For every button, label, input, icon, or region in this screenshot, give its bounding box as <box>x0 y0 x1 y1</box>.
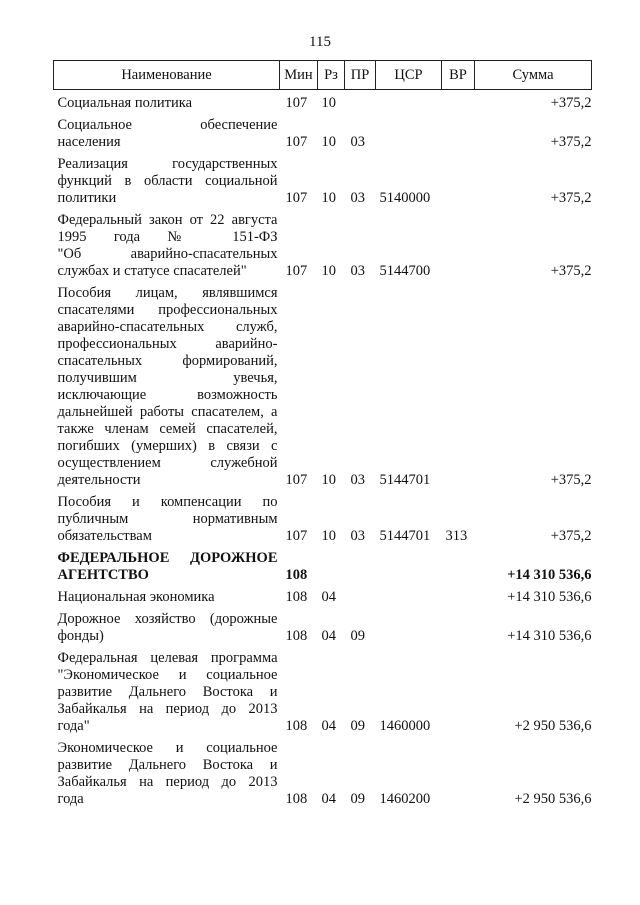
row-name <box>54 584 280 606</box>
row-rz: 04 <box>321 791 336 807</box>
row-csr: 5144701 <box>379 472 431 488</box>
row-name-line: исключающие возможность <box>57 387 278 403</box>
row-name <box>54 151 280 207</box>
row-rz: 10 <box>321 95 336 111</box>
row-name-line: года" <box>57 718 90 734</box>
row-name-line: 1995 года № 151-ФЗ <box>57 229 278 245</box>
header-vr: ВР <box>442 61 475 90</box>
table-row <box>54 151 592 207</box>
row-rz: 10 <box>321 528 336 544</box>
row-rz: 04 <box>321 628 336 644</box>
row-csr: 5144701 <box>379 528 431 544</box>
row-min: 107 <box>285 190 308 206</box>
row-name-line: деятельности <box>57 472 141 488</box>
row-csr: 5140000 <box>379 190 431 206</box>
row-sum: +2 950 536,6 <box>514 718 592 734</box>
row-sum: +375,2 <box>550 190 592 206</box>
row-name-line: Пособия лицам, являвшимся <box>57 285 278 301</box>
table-body <box>54 90 592 809</box>
row-sum: +375,2 <box>550 95 592 111</box>
header-name: Наименование <box>54 61 280 90</box>
row-pr <box>345 584 376 606</box>
row-pr: 03 <box>350 472 365 488</box>
row-rz: 10 <box>321 190 336 206</box>
row-vr <box>442 606 475 645</box>
budget-table <box>53 60 592 808</box>
row-min: 108 <box>285 567 308 583</box>
header-rz: Рз <box>318 61 345 90</box>
row-name-line: обязательствам <box>57 528 152 544</box>
row-name-line: Экономическое и социальное <box>57 740 278 756</box>
row-vr <box>442 584 475 606</box>
row-csr: 1460200 <box>379 791 431 807</box>
row-pr: 09 <box>350 791 365 807</box>
row-name-line: Национальная экономика <box>57 589 215 605</box>
row-csr: 1460000 <box>379 718 431 734</box>
row-name-line: населения <box>57 134 121 150</box>
row-name <box>54 90 280 113</box>
row-csr <box>376 90 442 113</box>
row-vr <box>442 280 475 489</box>
row-min: 108 <box>285 589 308 605</box>
row-name-line: службах и статусе спасателей" <box>57 263 247 279</box>
header-pr: ПР <box>345 61 376 90</box>
row-rz: 10 <box>321 472 336 488</box>
row-vr <box>442 151 475 207</box>
table-row <box>54 112 592 151</box>
row-name-line: Забайкалья на период до 2013 <box>57 774 278 790</box>
row-vr <box>442 735 475 808</box>
row-pr <box>345 545 376 584</box>
row-name-line: года <box>57 791 84 807</box>
row-name <box>54 545 280 584</box>
row-sum: +2 950 536,6 <box>514 791 592 807</box>
row-csr <box>376 606 442 645</box>
row-min: 107 <box>285 263 308 279</box>
row-name-line: "Экономическое и социальное <box>57 667 278 683</box>
row-name <box>54 207 280 280</box>
row-name-line: профессиональных аварийно- <box>57 336 278 352</box>
row-name-line: "Об аварийно-спасательных <box>57 246 278 262</box>
budget-table-container <box>53 60 591 808</box>
row-vr <box>442 90 475 113</box>
row-sum: +14 310 536,6 <box>507 589 592 605</box>
row-csr <box>376 545 442 584</box>
row-name-line: фонды) <box>57 628 104 644</box>
row-name-line: Реализация государственных <box>57 156 278 172</box>
row-name-line: Социальное обеспечение <box>57 117 278 133</box>
row-name <box>54 112 280 151</box>
row-name-line: спасательных формирований, <box>57 353 278 369</box>
table-header <box>54 61 592 90</box>
row-name-line: функций в области социальной <box>57 173 278 189</box>
row-vr <box>442 645 475 735</box>
table-row <box>54 489 592 545</box>
row-min: 107 <box>285 472 308 488</box>
row-name-line: Пособия и компенсации по <box>57 494 278 510</box>
row-name-line: публичным нормативным <box>57 511 278 527</box>
row-name <box>54 645 280 735</box>
row-name-line: также членам семей спасателей, <box>57 421 278 437</box>
row-name-line: Федеральная целевая программа <box>57 650 278 666</box>
table-row <box>54 90 592 113</box>
row-name <box>54 735 280 808</box>
row-name-line: АГЕНТСТВО <box>57 567 149 583</box>
row-min: 108 <box>285 718 308 734</box>
row-name-line: погибших (умерших) в связи с <box>57 438 278 454</box>
row-csr: 5144700 <box>379 263 431 279</box>
table-row <box>54 606 592 645</box>
row-min: 107 <box>285 528 308 544</box>
row-pr: 03 <box>350 190 365 206</box>
table-row <box>54 735 592 808</box>
row-name-line: ФЕДЕРАЛЬНОЕ ДОРОЖНОЕ <box>57 550 278 566</box>
row-pr: 03 <box>350 263 365 279</box>
row-vr <box>442 112 475 151</box>
row-name <box>54 280 280 489</box>
row-pr: 09 <box>350 718 365 734</box>
row-name-line: развитие Дальнего Востока и <box>57 757 278 773</box>
row-csr <box>376 584 442 606</box>
row-sum: +14 310 536,6 <box>507 628 592 644</box>
row-rz: 10 <box>321 134 336 150</box>
header-min: Мин <box>280 61 318 90</box>
row-vr <box>442 545 475 584</box>
header-csr: ЦСР <box>376 61 442 90</box>
row-rz: 04 <box>321 718 336 734</box>
row-name-line: развитие Дальнего Востока и <box>57 684 278 700</box>
row-name-line: получившим увечья, <box>57 370 278 386</box>
row-rz <box>318 545 345 584</box>
row-name-line: дальнейшей работы спасателем, а <box>57 404 278 420</box>
row-pr: 03 <box>350 528 365 544</box>
row-pr: 09 <box>350 628 365 644</box>
row-pr: 03 <box>350 134 365 150</box>
table-row <box>54 207 592 280</box>
page-number: 115 <box>309 34 331 50</box>
header-sum: Сумма <box>475 61 592 90</box>
row-sum: +375,2 <box>550 134 592 150</box>
row-name-line: аварийно-спасательных служб, <box>57 319 278 335</box>
row-vr: 313 <box>445 528 468 544</box>
row-name-line: Забайкалья на период до 2013 <box>57 701 278 717</box>
row-name-line: политики <box>57 190 117 206</box>
row-vr <box>442 207 475 280</box>
row-sum: +375,2 <box>550 472 592 488</box>
row-csr <box>376 112 442 151</box>
table-row <box>54 545 592 584</box>
row-pr <box>345 90 376 113</box>
row-name-line: спасателями профессиональных <box>57 302 278 318</box>
row-rz: 04 <box>321 589 336 605</box>
row-name-line: Дорожное хозяйство (дорожные <box>57 611 278 627</box>
row-name <box>54 489 280 545</box>
row-sum: +375,2 <box>550 263 592 279</box>
row-min: 107 <box>285 95 308 111</box>
table-row <box>54 280 592 489</box>
row-rz: 10 <box>321 263 336 279</box>
row-name-line: Федеральный закон от 22 августа <box>57 212 278 228</box>
row-sum: +375,2 <box>550 528 592 544</box>
row-min: 108 <box>285 791 308 807</box>
row-min: 107 <box>285 134 308 150</box>
row-sum: +14 310 536,6 <box>507 567 592 583</box>
row-min: 108 <box>285 628 308 644</box>
row-name-line: осуществлением служебной <box>57 455 278 471</box>
row-name-line: Социальная политика <box>57 95 193 111</box>
table-row <box>54 645 592 735</box>
table-row <box>54 584 592 606</box>
row-name <box>54 606 280 645</box>
